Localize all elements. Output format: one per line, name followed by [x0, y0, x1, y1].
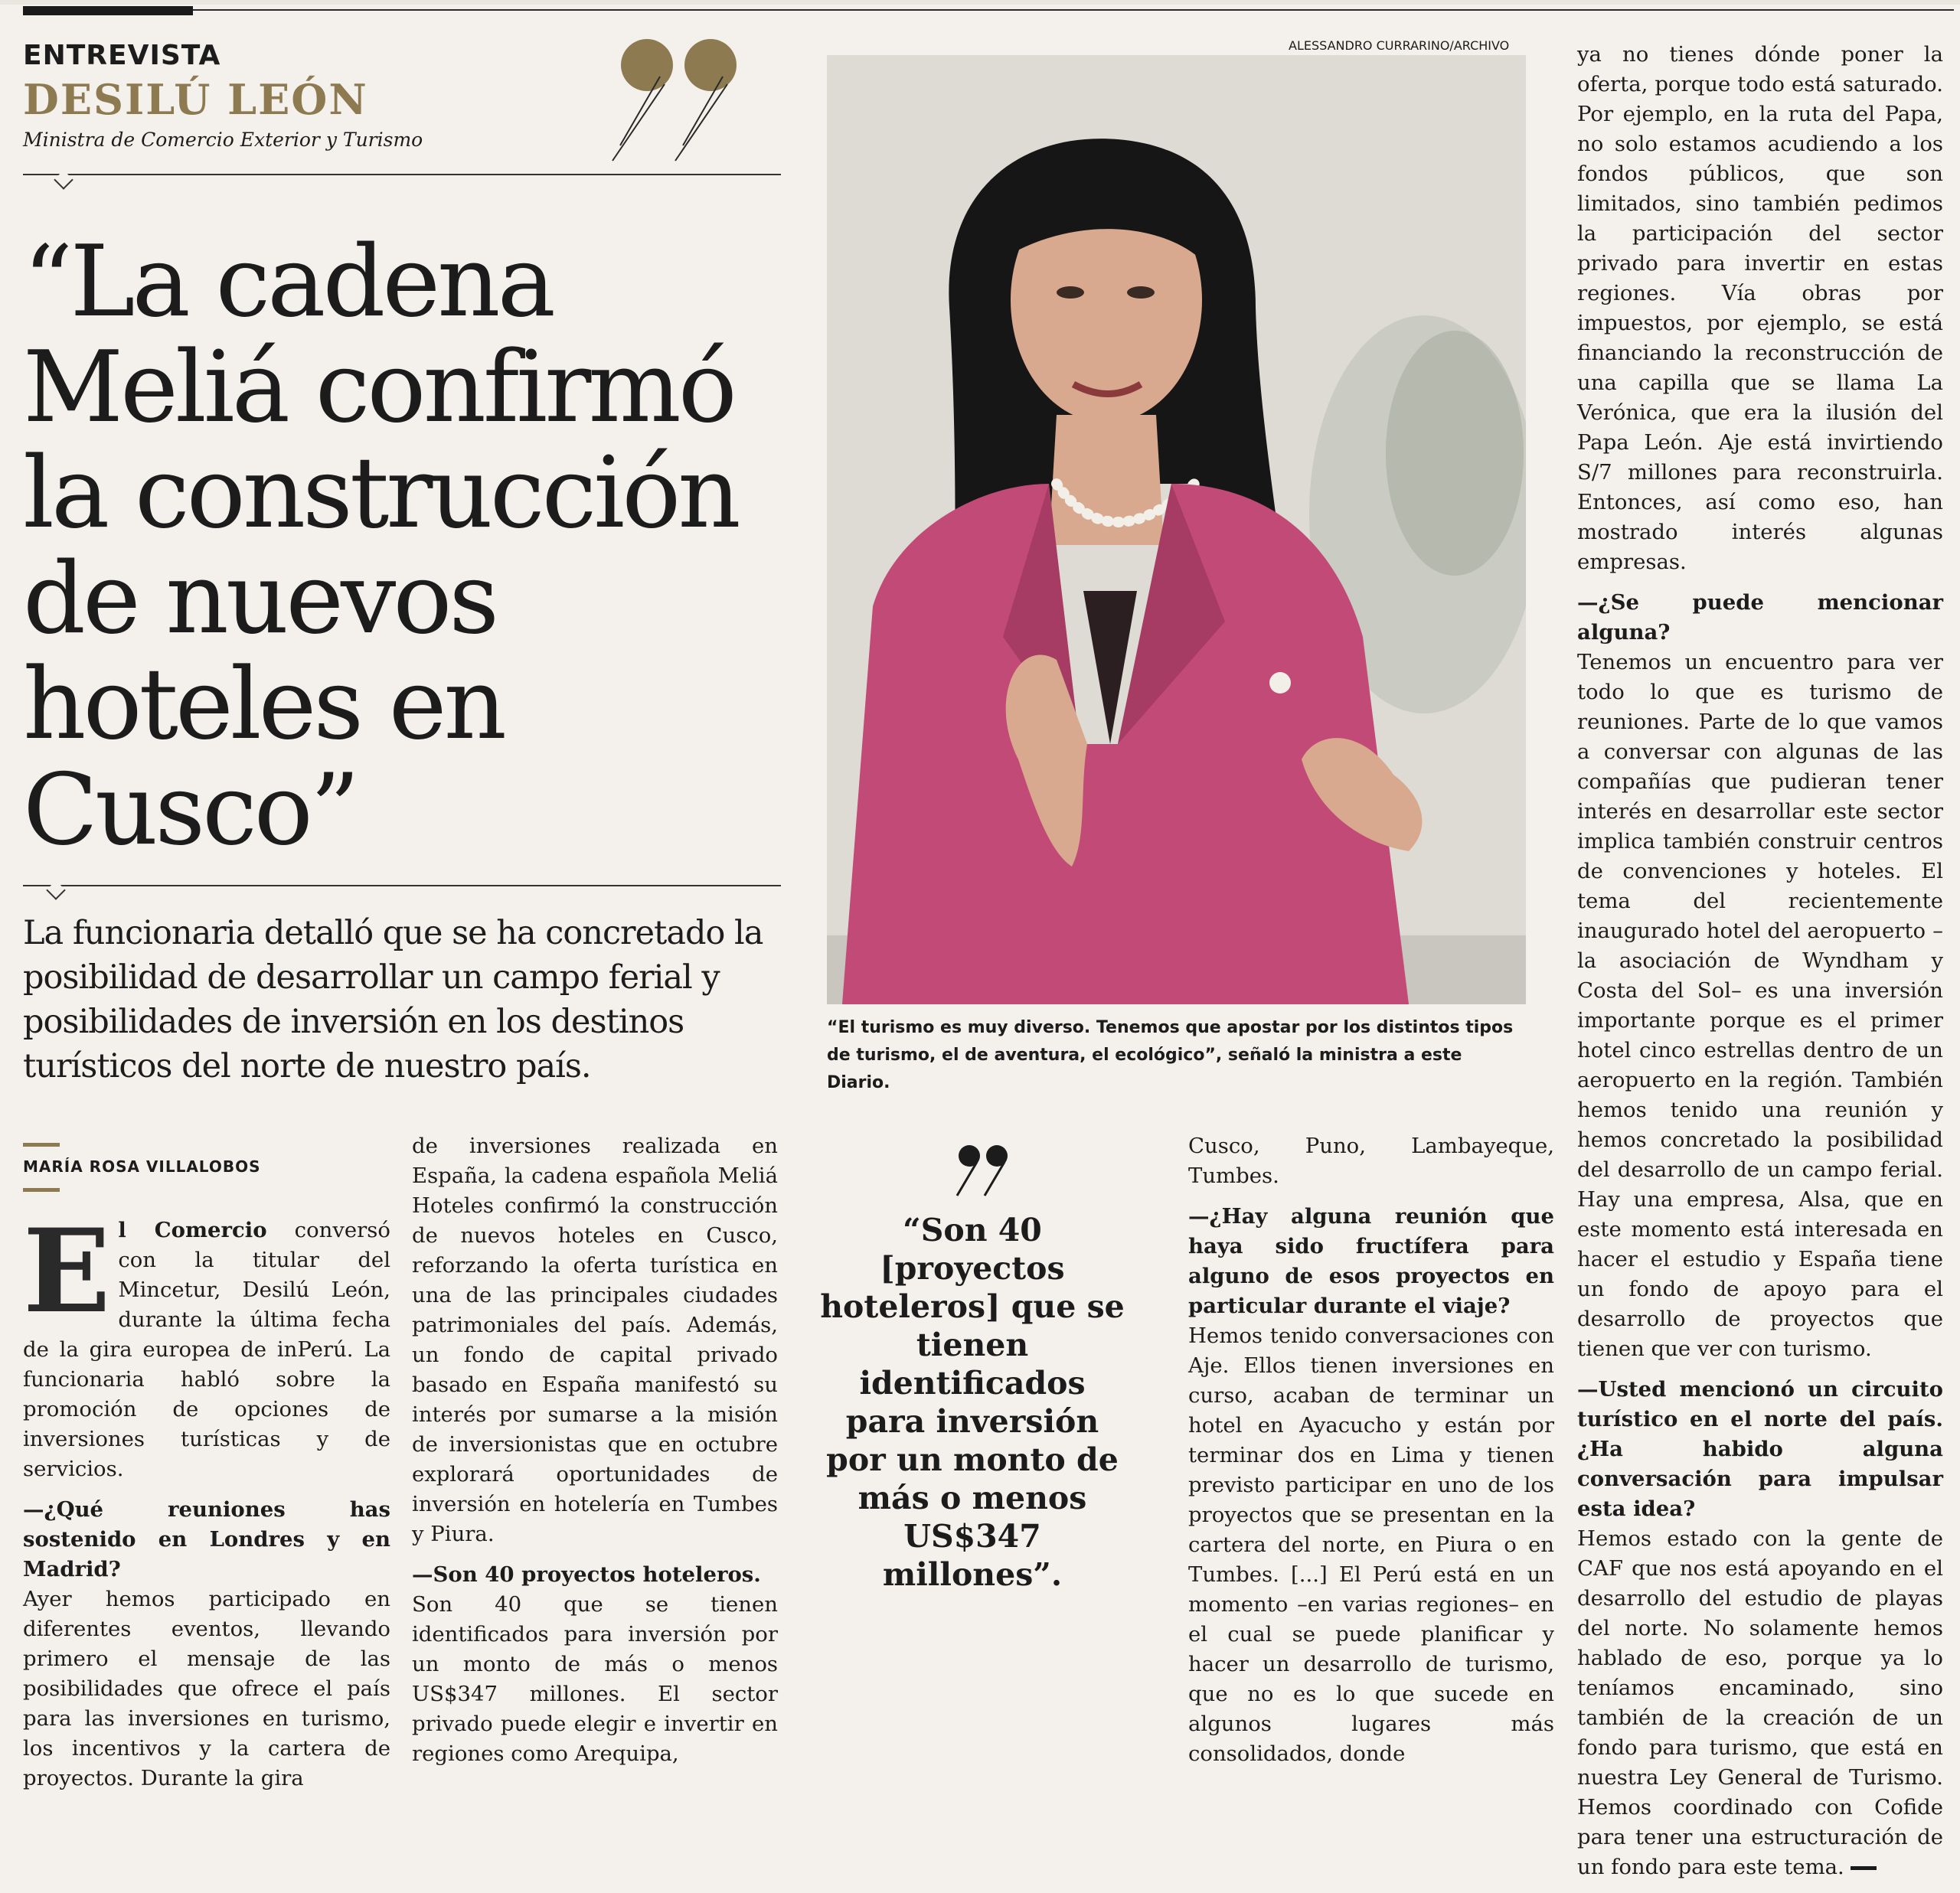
- pull-quote: “Son 40 [proyectos hoteleros] que se tienen identificados para inversión por un monto de más o menos US$347 millones”.: [820, 1212, 1125, 1593]
- section-marker-bar: [23, 6, 193, 15]
- col3-paragraph: Cusco, Puno, Lambayeque, Tumbes.: [1188, 1134, 1554, 1188]
- byline-accent: [23, 1143, 60, 1147]
- question-2: —Son 40 proyectos hoteleros.: [412, 1562, 761, 1587]
- question-4: —¿Se puede mencionar alguna?: [1577, 590, 1943, 645]
- section-kicker: ENTREVISTA: [23, 40, 221, 71]
- portrait-illustration: [827, 55, 1526, 1004]
- answer-5: Hemos estado con la gente de CAF que nos está apoyando en el desarrollo del estudio de playas del norte. No solamente hemos hablado de eso, porque ya lo teníamos encaminado, sino también de la creación de un fondo para turismo, que está en nuestra Ley General de Turismo. Hemos coordinado con Cofide para tener una estructuración de un fondo para este tema.: [1577, 1526, 1943, 1879]
- publication-name: l Comercio: [118, 1218, 267, 1242]
- photo-credit: ALESSANDRO CURRARINO/ARCHIVO: [1289, 38, 1510, 53]
- deck-divider: [23, 885, 781, 886]
- article-column-2: [412, 1131, 778, 1780]
- article-column-3: [1188, 1131, 1554, 1780]
- lead-paragraph: conversó con la titular del Mincetur, Desilú León, durante la última fecha de la gira europea de inPerú. La funcionaria habló sobre la promoción de opciones de inversiones turísticas y de servicios.: [23, 1218, 390, 1481]
- answer-1: Ayer hemos participado en diferentes eventos, llevando primero el mensaje de las posibilidades que ofrece el país para las inversiones en turismo, los incentivos y la cartera de proyectos. Durante la gira: [23, 1587, 390, 1790]
- top-margin: [0, 0, 1960, 5]
- question-5: —Usted mencionó un circuito turístico en el norte del país. ¿Ha habido alguna conversación para impulsar esta idea?: [1577, 1377, 1943, 1521]
- headline: “La cadena Meliá confirmó la construcción de nuevos hoteles en Cusco”: [23, 225, 738, 867]
- photo-caption: “El turismo es muy diverso. Tenemos que apostar por los distintos tipos de turismo, el de aventura, el ecológico”, señaló la ministra a este Diario.: [827, 1018, 1514, 1092]
- byline: MARÍA ROSA VILLALOBOS: [23, 1157, 261, 1176]
- quote-marks-icon: [605, 31, 758, 168]
- deck-summary: La funcionaria detalló que se ha concretado la posibilidad de desarrollar un campo ferial y posibilidades de inversión en los destinos turísticos del norte de nuestro país.: [23, 914, 763, 1085]
- end-of-article-mark: [1851, 1866, 1877, 1870]
- top-rule: [193, 9, 1954, 11]
- article-column-4: [1577, 40, 1943, 1893]
- article-column-1: [23, 1204, 390, 1804]
- interviewee-role: Ministra de Comercio Exterior y Turismo: [23, 129, 423, 151]
- byline-accent-bottom: [23, 1188, 60, 1192]
- interviewee-name: DESILÚ LEÓN: [23, 75, 368, 124]
- interview-photo: [827, 55, 1526, 1004]
- pull-quote-marks-icon: [949, 1141, 1018, 1202]
- col4-paragraph: ya no tienes dónde poner la oferta, porque todo está saturado. Por ejemplo, en la ruta del Papa, no solo estamos acudiendo a los fondos públicos, que son limitados, sino también pedimos la participación del sector privado para invertir en estas regiones. Vía obras por impuestos, por ejemplo, se está financiando la reconstrucción de una capilla que se llama La Verónica, que era la ilusión del Papa León. Aje está invirtiendo S/7 millones para reconstruirla. Entonces, así como eso, han mostrado interés algunas empresas.: [1577, 42, 1943, 574]
- question-1: —¿Qué reuniones has sostenido en Londres y en Madrid?: [23, 1497, 390, 1581]
- header-divider: [23, 174, 781, 175]
- answer-3: Hemos tenido conversaciones con Aje. Ellos tienen inversiones en curso, acaban de terminar un hotel en Ayacucho y están por terminar dos en Lima y tienen previsto participar en uno de los proyectos que se presentan en la cartera del norte, en Piura o en Tumbes. [...] El Perú está en un momento –en varias regiones– en el cual se puede planificar y hacer un desarrollo de turismo, que no es lo que sucede en algunos lugares más consolidados, donde: [1188, 1323, 1554, 1766]
- answer-4: Tenemos un encuentro para ver todo lo que es turismo de reuniones. Parte de lo que vamos a conversar con algunas de las compañías que pudieran tener interés en desarrollar este sector implica también construir centros de convenciones y hoteles. El tema del recientemente inaugurado hotel del aeropuerto –la asociación de Wyndham y Costa del Sol– es una inversión importante porque es el primer hotel cinco estrellas dentro de un aeropuerto en la región. También hemos tenido una reunión y hemos concretado la posibilidad del desarrollo de un campo ferial. Hay una empresa, Alsa, que en este momento está interesada en hacer el estudio y España tiene un fondo de apoyo para el desarrollo de proyectos que tienen que ver con turismo.: [1577, 650, 1943, 1361]
- answer-2: Son 40 que se tienen identificados para inversión por un monto de más o menos US$347 millones. El sector privado puede elegir e invertir en regiones como Arequipa,: [412, 1592, 778, 1766]
- deck-divider-notch: [46, 880, 65, 899]
- question-3: —¿Hay alguna reunión que haya sido fructífera para alguno de esos proyectos en particular durante el viaje?: [1188, 1204, 1554, 1318]
- drop-cap: E: [23, 1204, 111, 1339]
- col2-paragraph: de inversiones realizada en España, la cadena española Meliá Hoteles confirmó la construcción de nuevos hoteles en Cusco, reforzando la oferta turística en una de las principales ciudades patrimoniales del país. Además, un fondo de capital privado basado en España manifestó su interés por sumarse a la misión de inversionistas que en octubre explorará oportunidades de inversión en hotelería en Tumbes y Piura.: [412, 1134, 778, 1546]
